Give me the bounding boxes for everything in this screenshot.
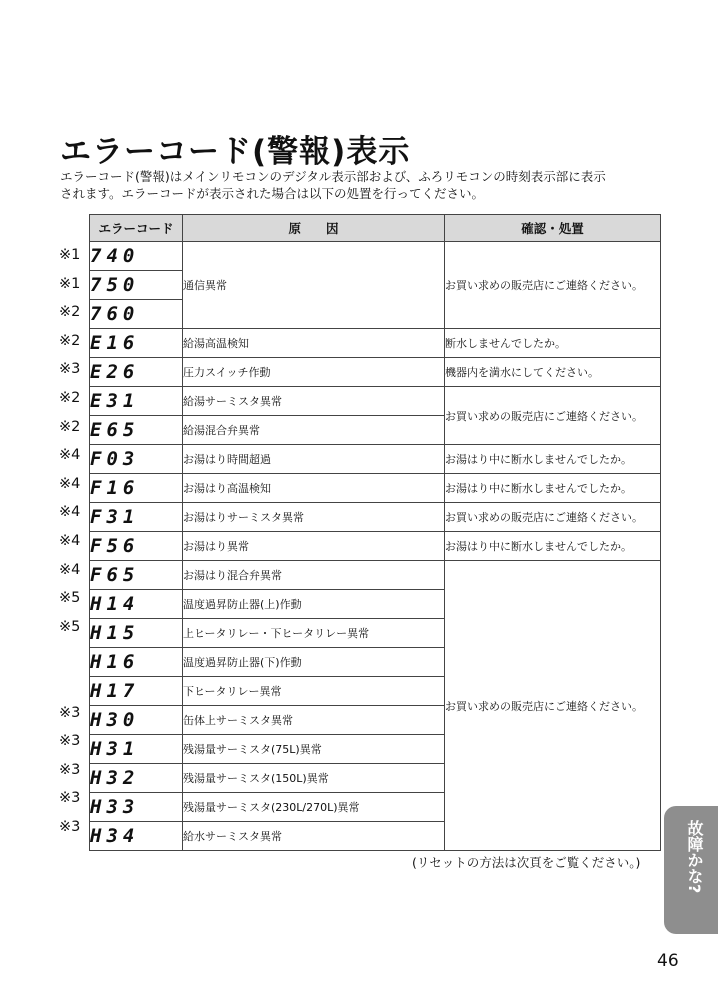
intro-text: [60, 168, 660, 202]
cause-cell: 残湯量サーミスタ(230L/270L)異常: [183, 793, 445, 822]
check-action-cell: お湯はり中に断水しませんでしたか。: [445, 474, 661, 503]
footnote-mark: ※2: [59, 418, 81, 435]
error-code-cell: [90, 387, 183, 416]
footnote-mark: ※3: [59, 733, 81, 750]
error-code-cell: [90, 242, 183, 271]
cause-cell: 給湯混合弁異常: [183, 416, 445, 445]
cause-cell: 給湯サーミスタ異常: [183, 387, 445, 416]
cause-cell: 上ヒータリレー・下ヒータリレー異常: [183, 619, 445, 648]
error-code-cell: [90, 590, 183, 619]
header-cause: 原 因: [183, 215, 445, 242]
error-code-display: F16: [90, 477, 140, 499]
check-action-cell: お湯はり中に断水しませんでしたか。: [445, 532, 661, 561]
check-action-cell: お買い求めの販売店にご連絡ください。: [445, 503, 661, 532]
footnote-mark: ※2: [59, 332, 81, 349]
table-row: [90, 242, 661, 271]
cause-cell: 通信異常: [183, 242, 445, 329]
error-code-cell: [90, 764, 183, 793]
footnote-mark: ※3: [59, 790, 81, 807]
error-code-table: [89, 214, 661, 851]
error-code-display: H15: [90, 622, 140, 644]
footnote-mark: ※5: [59, 590, 81, 607]
table-row: [90, 474, 661, 503]
error-code-cell: [90, 706, 183, 735]
error-code-cell: [90, 532, 183, 561]
error-code-cell: [90, 329, 183, 358]
footnote-mark: ※1: [59, 247, 81, 263]
check-action-cell: お買い求めの販売店にご連絡ください。: [445, 242, 661, 329]
error-code-cell: [90, 445, 183, 474]
reset-method-note: (リセットの方法は次頁をご覧ください。): [412, 855, 641, 870]
error-code-display: H14: [90, 593, 140, 615]
footnote-mark: [59, 641, 89, 670]
footnote-mark: ※4: [59, 504, 81, 521]
check-action-cell: 機器内を満水にしてください。: [445, 358, 661, 387]
error-code-cell: [90, 358, 183, 387]
footnote-mark: ※4: [59, 475, 81, 492]
header-check-action: 確認・処置: [445, 215, 661, 242]
cause-cell: 給湯高温検知: [183, 329, 445, 358]
intro-line-1: エラーコード(警報)はメインリモコンのデジタル表示部および、ふろリモコンの時刻表示部に表示: [60, 169, 606, 184]
table-row: [90, 532, 661, 561]
footnote-mark: ※2: [59, 389, 81, 406]
side-tab-label: 故障かな?: [685, 820, 704, 894]
error-code-cell: [90, 793, 183, 822]
footnote-mark: ※4: [59, 532, 81, 549]
error-code-display: F03: [90, 448, 140, 470]
footnote-marks-column: [59, 241, 89, 841]
error-code-display: H33: [90, 796, 140, 818]
error-code-cell: [90, 822, 183, 851]
error-code-display: 740: [90, 245, 140, 267]
cause-cell: 圧力スイッチ作動: [183, 358, 445, 387]
footnote-mark: ※4: [59, 561, 81, 578]
footnote-mark: ※2: [59, 304, 81, 321]
error-code-display: 760: [90, 303, 140, 325]
error-code-cell: [90, 416, 183, 445]
error-code-cell: [90, 677, 183, 706]
footnote-mark: ※3: [59, 361, 81, 378]
cause-cell: 缶体上サーミスタ異常: [183, 706, 445, 735]
error-code-cell: [90, 735, 183, 764]
cause-cell: お湯はり時間超過: [183, 445, 445, 474]
error-code-cell: [90, 474, 183, 503]
check-action-cell: 断水しませんでしたか。: [445, 329, 661, 358]
error-code-display: F31: [90, 506, 140, 528]
footnote-mark: [59, 670, 89, 699]
error-code-display: H31: [90, 738, 140, 760]
table-row: [90, 445, 661, 474]
intro-line-2: されます。エラーコードが表示された場合は以下の処置を行ってください。: [60, 186, 485, 201]
cause-cell: お湯はり高温検知: [183, 474, 445, 503]
error-code-cell: [90, 619, 183, 648]
cause-cell: お湯はり異常: [183, 532, 445, 561]
error-code-display: E31: [90, 390, 140, 412]
footnote-mark: ※1: [59, 275, 81, 292]
check-action-cell: お湯はり中に断水しませんでしたか。: [445, 445, 661, 474]
check-action-cell: お買い求めの販売店にご連絡ください。: [445, 387, 661, 445]
footnote-mark: ※3: [59, 704, 81, 721]
table-header-row: [90, 215, 661, 242]
footnote-mark: ※4: [59, 447, 81, 464]
page-title: エラーコード(警報)表示: [60, 134, 411, 170]
cause-cell: お湯はりサーミスタ異常: [183, 503, 445, 532]
error-code-display: H32: [90, 767, 140, 789]
error-code-display: H17: [90, 680, 140, 702]
section-side-tab: [664, 806, 718, 934]
error-code-display: E65: [90, 419, 140, 441]
error-code-cell: [90, 300, 183, 329]
error-code-cell: [90, 561, 183, 590]
error-code-display: H30: [90, 709, 140, 731]
footnote-mark: ※3: [59, 818, 81, 835]
error-code-display: 750: [90, 274, 140, 296]
table-row: [90, 561, 661, 590]
cause-cell: 下ヒータリレー異常: [183, 677, 445, 706]
error-code-display: E26: [90, 361, 140, 383]
error-code-cell: [90, 503, 183, 532]
table-row: [90, 503, 661, 532]
error-code-display: E16: [90, 332, 140, 354]
cause-cell: 温度過昇防止器(上)作動: [183, 590, 445, 619]
cause-cell: 残湯量サーミスタ(150L)異常: [183, 764, 445, 793]
error-code-display: H34: [90, 825, 140, 847]
table-row: [90, 329, 661, 358]
error-code-display: F65: [90, 564, 140, 586]
check-action-cell: お買い求めの販売店にご連絡ください。: [445, 561, 661, 851]
error-code-display: H16: [90, 651, 140, 673]
header-error-code: エラーコード: [90, 215, 183, 242]
cause-cell: お湯はり混合弁異常: [183, 561, 445, 590]
table-row: [90, 387, 661, 416]
cause-cell: 温度過昇防止器(下)作動: [183, 648, 445, 677]
footnote-mark: ※3: [59, 761, 81, 778]
error-code-display: F56: [90, 535, 140, 557]
error-code-cell: [90, 271, 183, 300]
page-number: 46: [657, 951, 679, 971]
cause-cell: 残湯量サーミスタ(75L)異常: [183, 735, 445, 764]
footnote-mark: ※5: [59, 618, 81, 635]
table-row: [90, 358, 661, 387]
error-code-cell: [90, 648, 183, 677]
cause-cell: 給水サーミスタ異常: [183, 822, 445, 851]
